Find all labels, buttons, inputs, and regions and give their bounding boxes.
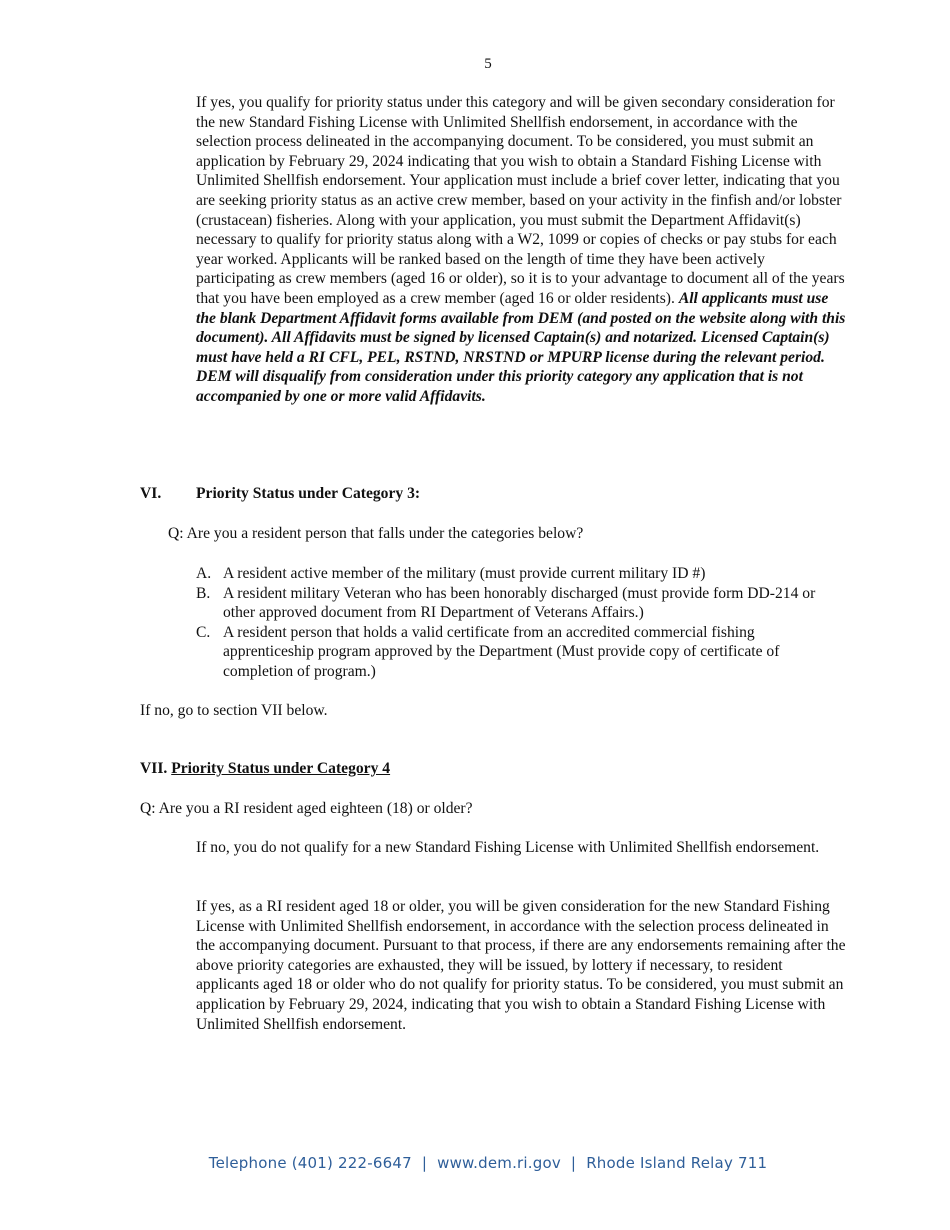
section-vi-heading <box>140 485 420 503</box>
list-marker: A. <box>196 565 212 582</box>
section-vii-number: VII. <box>140 760 168 777</box>
list-item <box>196 584 846 623</box>
list-item-text: A resident military Veteran who has been honorably discharged (must provide form DD-214 or other approved document from RI Department of Veterans Affairs.) <box>223 584 816 622</box>
footer-telephone: Telephone (401) 222-6647 <box>208 1154 412 1172</box>
section-vii-if-yes: If yes, as a RI resident aged 18 or older, you will be given consideration for the new Standard Fishing License with Unlimited Shellfish endorsement, in accordance with the selection process delineated in the accompanying document. Pursuant to that process, if there are any endorsements remaining after the above priority categories are exhausted, they will be issued, by lottery if necessary, to resident applicants aged 18 or older who do not qualify for priority status. To be considered, you must submit an application by February 29, 2024, indicating that you wish to obtain a Standard Fishing License with Unlimited Shellfish endorsement. <box>196 898 846 1033</box>
page-number: 5 <box>484 56 492 72</box>
list-marker: C. <box>196 623 211 641</box>
list-item <box>196 564 846 584</box>
section-vii-title: Priority Status under Category 4 <box>171 760 391 777</box>
footer-relay: Rhode Island Relay 711 <box>586 1154 768 1172</box>
footer-separator: | <box>570 1154 577 1172</box>
footer-contact <box>0 1154 950 1172</box>
section-vi-title: Priority Status under Category 3: <box>196 485 421 502</box>
section-vi-if-no: If no, go to section VII below. <box>140 702 328 719</box>
section-vii-if-no: If no, you do not qualify for a new Standard Fishing License with Unlimited Shellfish endorsement. <box>196 839 820 856</box>
section-vii-heading <box>140 760 390 778</box>
intro-text: If yes, you qualify for priority status under this category and will be given secondary consideration for the new Standard Fishing License with Unlimited Shellfish endorsement, in accordance with the selection process delineated in the accompanying document. To be considered, you must submit an application by February 29, 2024 indicating that you wish to obtain a Standard Fishing License with Unlimited Shellfish endorsement. Your application must include a brief cover letter, indicating that you are seeking priority status as an active crew member, based on your activity in the finfish and/or lobster (crustacean) fisheries. Along with your application, you must submit the Department Affidavit(s) necessary to qualify for priority status along with a W2, 1099 or copies of checks or pay stubs for each year worked. Applicants will be ranked based on the length of time they have been actively participating as crew members (aged 16 or older), so it is to your advantage to document all of the years that you have been employed as a crew member (aged 16 or older residents). <box>196 94 845 307</box>
section-vi-question: Q: Are you a resident person that falls under the categories below? <box>168 525 584 542</box>
list-item-text: A resident active member of the military (must provide current military ID #) <box>223 565 706 582</box>
footer-website-link[interactable]: www.dem.ri.gov <box>437 1154 561 1172</box>
affidavit-requirement: All applicants must use the blank Department Affidavit forms available from DEM (and posted on the website along with this document). All Affidavits must be signed by licensed Captain(s) and notarized. Licensed Captain(s) must have held a RI CFL, PEL, RSTND, NRSTND or MPURP license during the relevant period. DEM will disqualify from consideration under this priority category any application that is not accompanied by one or more valid Affidavits. <box>196 289 846 405</box>
footer-separator: | <box>421 1154 428 1172</box>
category-3-list <box>196 564 846 682</box>
list-item <box>196 623 846 682</box>
section-vii-question: Q: Are you a RI resident aged eighteen (18) or older? <box>140 800 473 817</box>
section-vi-number: VI. <box>140 485 162 502</box>
list-item-text: A resident person that holds a valid certificate from an accredited commercial fishing apprenticeship program approved by the Department (Must provide copy of certificate of completion of program.) <box>223 623 780 680</box>
intro-paragraph <box>196 93 846 407</box>
list-marker: B. <box>196 584 211 602</box>
